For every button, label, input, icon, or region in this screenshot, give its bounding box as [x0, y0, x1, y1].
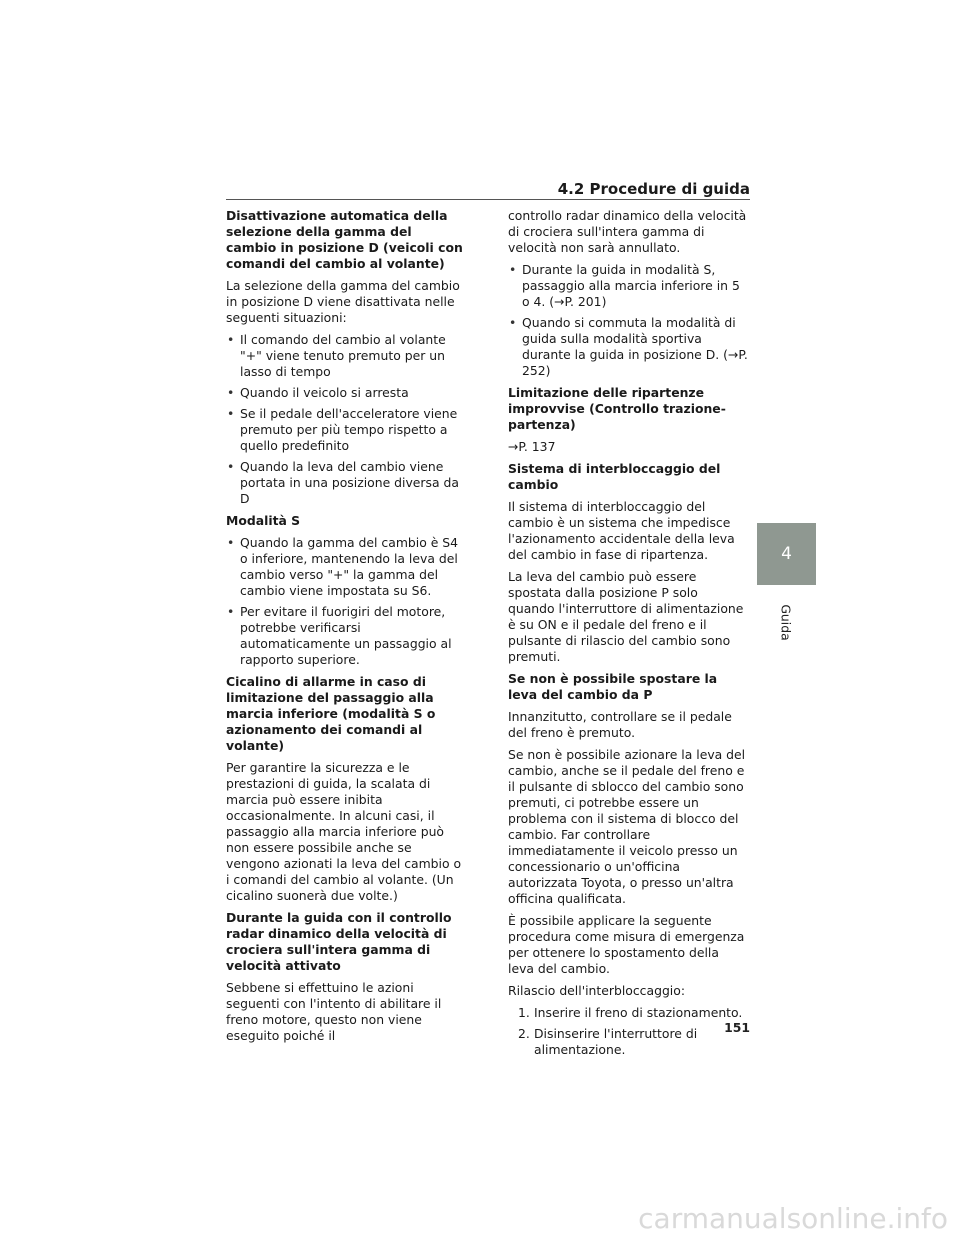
right-column [508, 208, 748, 1063]
heading-auto-disable: Disattivazione automatica della selezione della gamma del cambio in posizione D (veicoli con comandi del cambio al volante) [226, 208, 463, 271]
page-number: 151 [724, 1020, 750, 1035]
page-reference: →P. 137 [508, 439, 556, 454]
step-number: 1. [518, 1005, 530, 1020]
heading-shift-lock: Sistema di interbloccaggio del cambio [508, 461, 721, 492]
header-divider [226, 199, 750, 200]
paragraph-shift-from-p-2: Se non è possibile azionare la leva del cambio, anche se il pedale del freno e il pulsante di sblocco del cambio sono premuti, ci potrebbe essere un problema con il sistema di blocco del cambio. Far controllare immediatamente il veicolo presso un concessionario o un'officina autorizzata Toyota, o presso un'altra officina qualificata. [508, 747, 746, 906]
step-item [518, 1026, 748, 1058]
list-item: • Per evitare il fuorigiri del motore, potrebbe verificarsi automaticamente un passaggio al rapporto superiore. [226, 604, 466, 668]
step-item [518, 1005, 748, 1021]
list-item: • Durante la guida in modalità S, passaggio alla marcia inferiore in 5 o 4. (→P. 201) [508, 262, 748, 310]
list-item: • Quando la gamma del cambio è S4 o inferiore, mantenendo la leva del cambio verso "+" la gamma del cambio viene impostata su S6. [226, 535, 466, 599]
step-text: Inserire il freno di stazionamento. [534, 1005, 743, 1020]
list-item: • Quando la leva del cambio viene portata in una posizione diversa da D [226, 459, 466, 507]
step-text: Disinserire l'interruttore di alimentazione. [534, 1026, 698, 1057]
heading-shift-from-p: Se non è possibile spostare la leva del cambio da P [508, 671, 718, 702]
numbered-steps [508, 1005, 748, 1058]
bullet-list-radar [508, 262, 748, 379]
bullet-list-s-mode [226, 535, 466, 668]
chapter-tab-label: Guida [778, 604, 794, 641]
paragraph-radar-cruise: Sebbene si effettuino le azioni seguenti con l'intento di abilitare il freno motore, questo non viene eseguito poiché il [226, 980, 442, 1043]
heading-s-mode: Modalità S [226, 513, 301, 528]
paragraph-shift-from-p-3: È possibile applicare la seguente procedura come misura di emergenza per ottenere lo spostamento della leva del cambio. [508, 913, 745, 976]
step-number: 2. [518, 1026, 530, 1041]
paragraph-buzzer: Per garantire la sicurezza e le prestazioni di guida, la scalata di marcia può essere inibita occasionalmente. In alcuni casi, il passaggio alla marcia inferiore può non essere possibile anche se vengono azionati la leva del cambio o i comandi del cambio al volante. (Un cicalino suonerà due volte.) [226, 760, 462, 903]
paragraph-radar-continuation: controllo radar dinamico della velocità di crociera sull'intera gamma di velocità non sarà annullato. [508, 208, 747, 255]
watermark-text: carmanualsonline.info [638, 1202, 948, 1235]
list-item: • Quando si commuta la modalità di guida sulla modalità sportiva durante la guida in posizione D. (→P. 252) [508, 315, 748, 379]
chapter-tab-number: 4 [781, 544, 792, 564]
heading-sudden-start: Limitazione delle ripartenze improvvise (Controllo trazione-partenza) [508, 385, 726, 432]
paragraph-release-label: Rilascio dell'interbloccaggio: [508, 983, 686, 998]
bullet-list-auto-disable [226, 332, 466, 507]
section-header-title: 4.2 Procedure di guida [557, 180, 750, 198]
list-item: • Quando il veicolo si arresta [226, 385, 466, 401]
chapter-tab[interactable] [757, 523, 816, 585]
paragraph-shift-lock-1: Il sistema di interbloccaggio del cambio è un sistema che impedisce l'azionamento accidentale della leva del cambio in fase di ripartenza. [508, 499, 735, 562]
paragraph-shift-lock-2: La leva del cambio può essere spostata dalla posizione P solo quando l'interruttore di alimentazione è su ON e il pedale del freno e il pulsante di rilascio del cambio sono premuti. [508, 569, 744, 664]
heading-radar-cruise: Durante la guida con il controllo radar dinamico della velocità di crociera sull'intera gamma di velocità attivato [226, 910, 452, 973]
heading-buzzer: Cicalino di allarme in caso di limitazione del passaggio alla marcia inferiore (modalità S o azionamento dei comandi al volante) [226, 674, 436, 753]
paragraph-shift-from-p-1: Innanzitutto, controllare se il pedale del freno è premuto. [508, 709, 732, 740]
list-item: • Se il pedale dell'acceleratore viene premuto per più tempo rispetto a quello predefinito [226, 406, 466, 454]
list-item: • Il comando del cambio al volante "+" viene tenuto premuto per un lasso di tempo [226, 332, 466, 380]
left-column [226, 208, 466, 1050]
paragraph-auto-disable-intro: La selezione della gamma del cambio in posizione D viene disattivata nelle seguenti situazioni: [226, 278, 460, 325]
